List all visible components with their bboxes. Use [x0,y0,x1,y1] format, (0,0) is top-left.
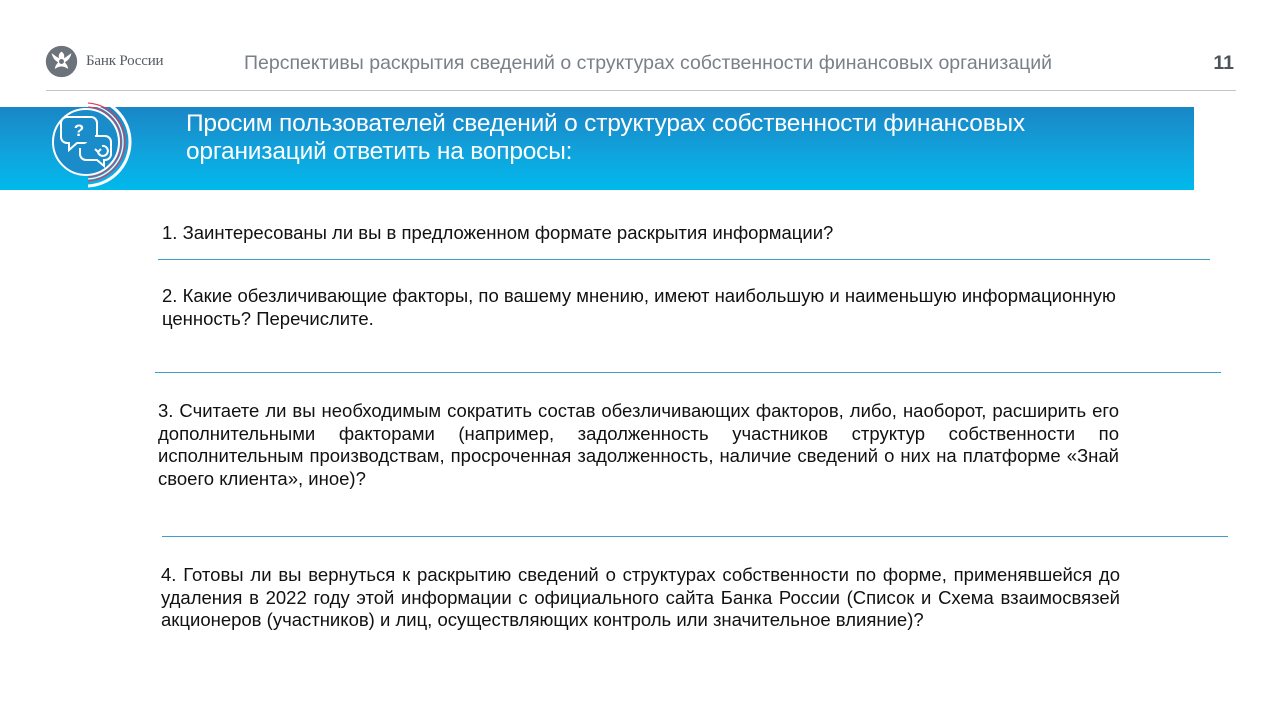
question-divider [162,536,1228,537]
svg-text:?: ? [73,121,85,140]
question-divider [158,259,1210,260]
question-4: 4. Готовы ли вы вернуться к раскрытию сведений о структурах собственности по форме, применявшейся до удаления в 2022 году этой информации с официального сайта Банка России (Список и Схема взаимосвязей акционеров (участников) и лиц, осуществляющих контроль или значительное влияние)? [161,564,1120,630]
bank-of-russia-logo [45,45,163,78]
question-1: 1. Заинтересованы ли вы в предложенном формате раскрытия информации? [162,222,834,243]
header-title: Перспективы раскрытия сведений о структурах собственности финансовых организаций [244,52,1053,74]
question-2: 2. Какие обезличивающие факторы, по вашему мнению, имеют наибольшую и наименьшую информационную ценность? Перечислите. [162,285,1116,329]
question-3: 3. Считаете ли вы необходимым сократить состав обезличивающих факторов, либо, наоборот, расширить его дополнительными факторами (например, задолженность участников структур собственности по исполнительным производствам, просроченная задолженность, наличие сведений о них на платформе «Знай своего клиента», иное)? [158,400,1119,489]
chat-question-icon [42,96,134,188]
logo-text: Банк России [86,53,164,69]
question-divider [155,372,1221,373]
header-divider [46,90,1236,91]
page-number: 11 [1213,52,1234,74]
eagle-emblem-icon [45,45,78,78]
banner-title: Просим пользователей сведений о структурах собственности финансовых организаций ответить на вопросы: [186,110,1025,165]
